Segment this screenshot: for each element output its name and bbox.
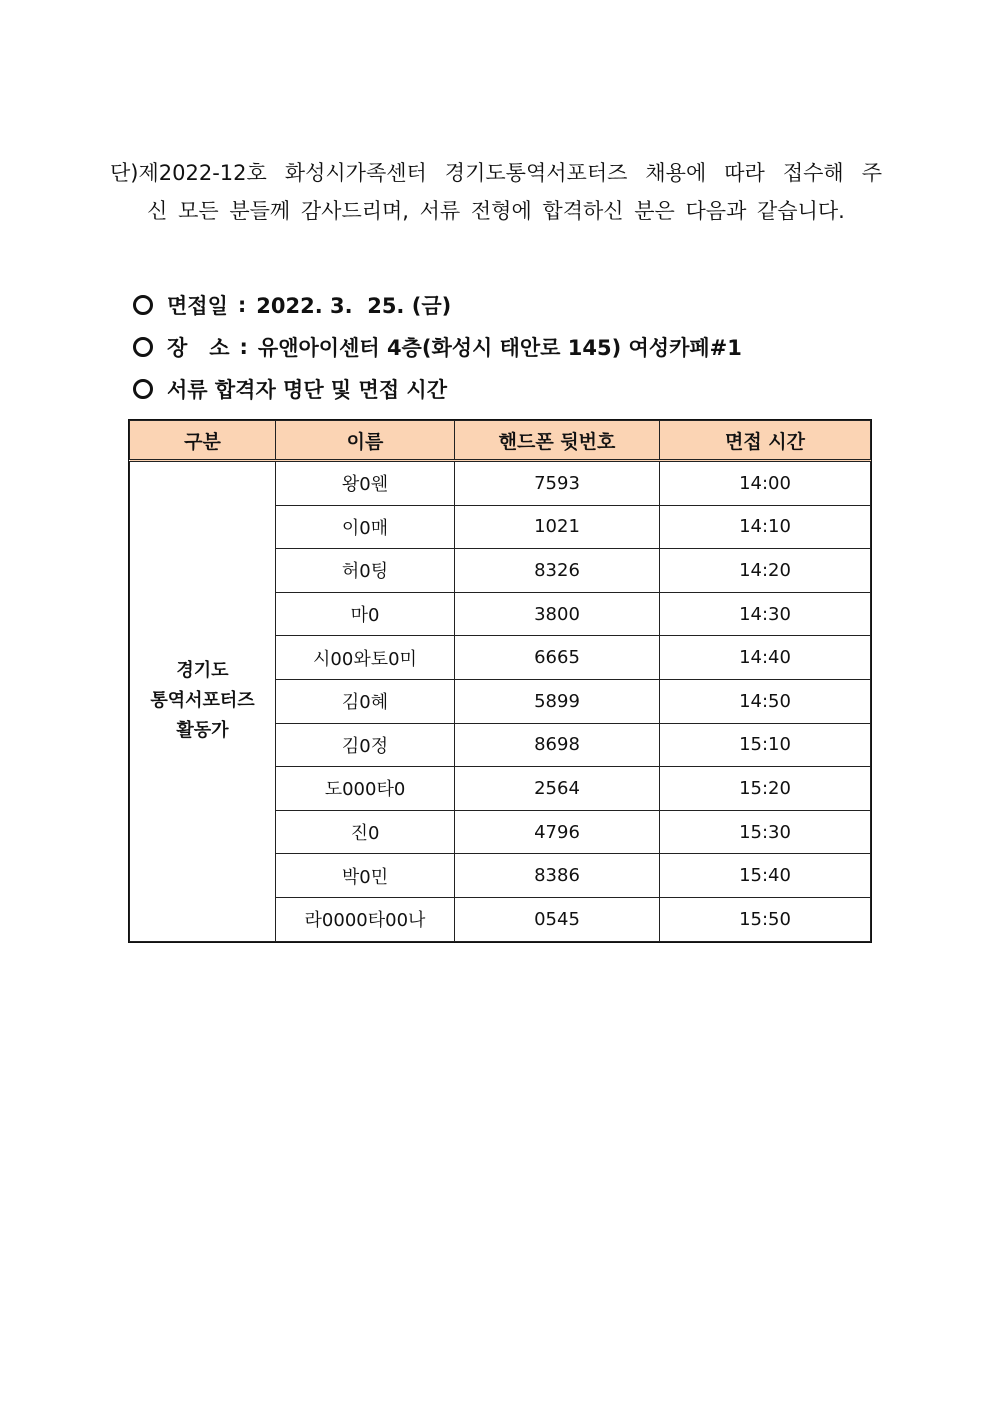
phone-cell: 8386 [455,854,660,898]
time-cell: 15:10 [660,723,871,767]
interview-date-label: 면접일 [167,294,228,318]
intro-paragraph [110,154,882,230]
header-phone: 핸드폰 뒷번호 [455,421,660,461]
list-title: 서류 합격자 명단 및 면접 시간 [167,378,447,402]
phone-cell: 0545 [455,897,660,941]
interview-place-item [133,326,873,368]
interview-place-value: 유앤아이센터 4층(화성시 태안로 145) 여성카페#1 [257,336,742,360]
phone-cell: 4796 [455,810,660,854]
name-cell: 김0혜 [276,679,455,723]
phone-cell: 2564 [455,767,660,811]
group-cell [130,461,276,942]
time-cell: 15:50 [660,897,871,941]
interview-date-item [133,284,873,326]
time-cell: 15:30 [660,810,871,854]
time-cell: 14:40 [660,636,871,680]
name-cell: 이0매 [276,505,455,549]
interview-date-value: 2022. 3. 25. (금) [256,294,452,318]
separator: : [239,335,248,359]
time-cell: 15:40 [660,854,871,898]
phone-cell: 5899 [455,679,660,723]
name-cell: 마0 [276,592,455,636]
header-name: 이름 [276,421,455,461]
group-line-3: 활동가 [176,720,229,742]
phone-cell: 8326 [455,549,660,593]
phone-cell: 6665 [455,636,660,680]
phone-cell: 7593 [455,461,660,506]
time-cell: 15:20 [660,767,871,811]
name-cell: 왕0웬 [276,461,455,506]
list-title-item [133,368,873,410]
table-header-row [130,421,871,461]
name-cell: 허0팅 [276,549,455,593]
applicant-table [129,420,871,942]
time-cell: 14:10 [660,505,871,549]
name-cell: 라0000타00나 [276,897,455,941]
intro-line-1: 단)제2022-12호 화성시가족센터 경기도통역서포터즈 채용에 따라 접수해 주 [110,161,882,185]
time-cell: 14:00 [660,461,871,506]
time-cell: 14:50 [660,679,871,723]
circle-bullet-icon [133,337,153,357]
intro-line-2: 신 모든 분들께 감사드리며, 서류 전형에 합격하신 분은 다음과 같습니다. [147,199,845,223]
table-row [130,461,871,506]
name-cell: 김0정 [276,723,455,767]
interview-details [133,284,873,410]
separator: : [237,293,247,317]
phone-cell: 1021 [455,505,660,549]
phone-cell: 8698 [455,723,660,767]
name-cell: 박0민 [276,854,455,898]
phone-cell: 3800 [455,592,660,636]
header-category: 구분 [130,421,276,461]
circle-bullet-icon [133,295,153,315]
time-cell: 14:30 [660,592,871,636]
circle-bullet-icon [133,379,153,399]
name-cell: 시00와토0미 [276,636,455,680]
name-cell: 진0 [276,810,455,854]
group-line-1: 경기도 [176,660,229,682]
header-time: 면접 시간 [660,421,871,461]
interview-place-label: 장 소 [167,336,230,360]
name-cell: 도000타0 [276,767,455,811]
group-line-2: 통역서포터즈 [150,690,255,712]
time-cell: 14:20 [660,549,871,593]
